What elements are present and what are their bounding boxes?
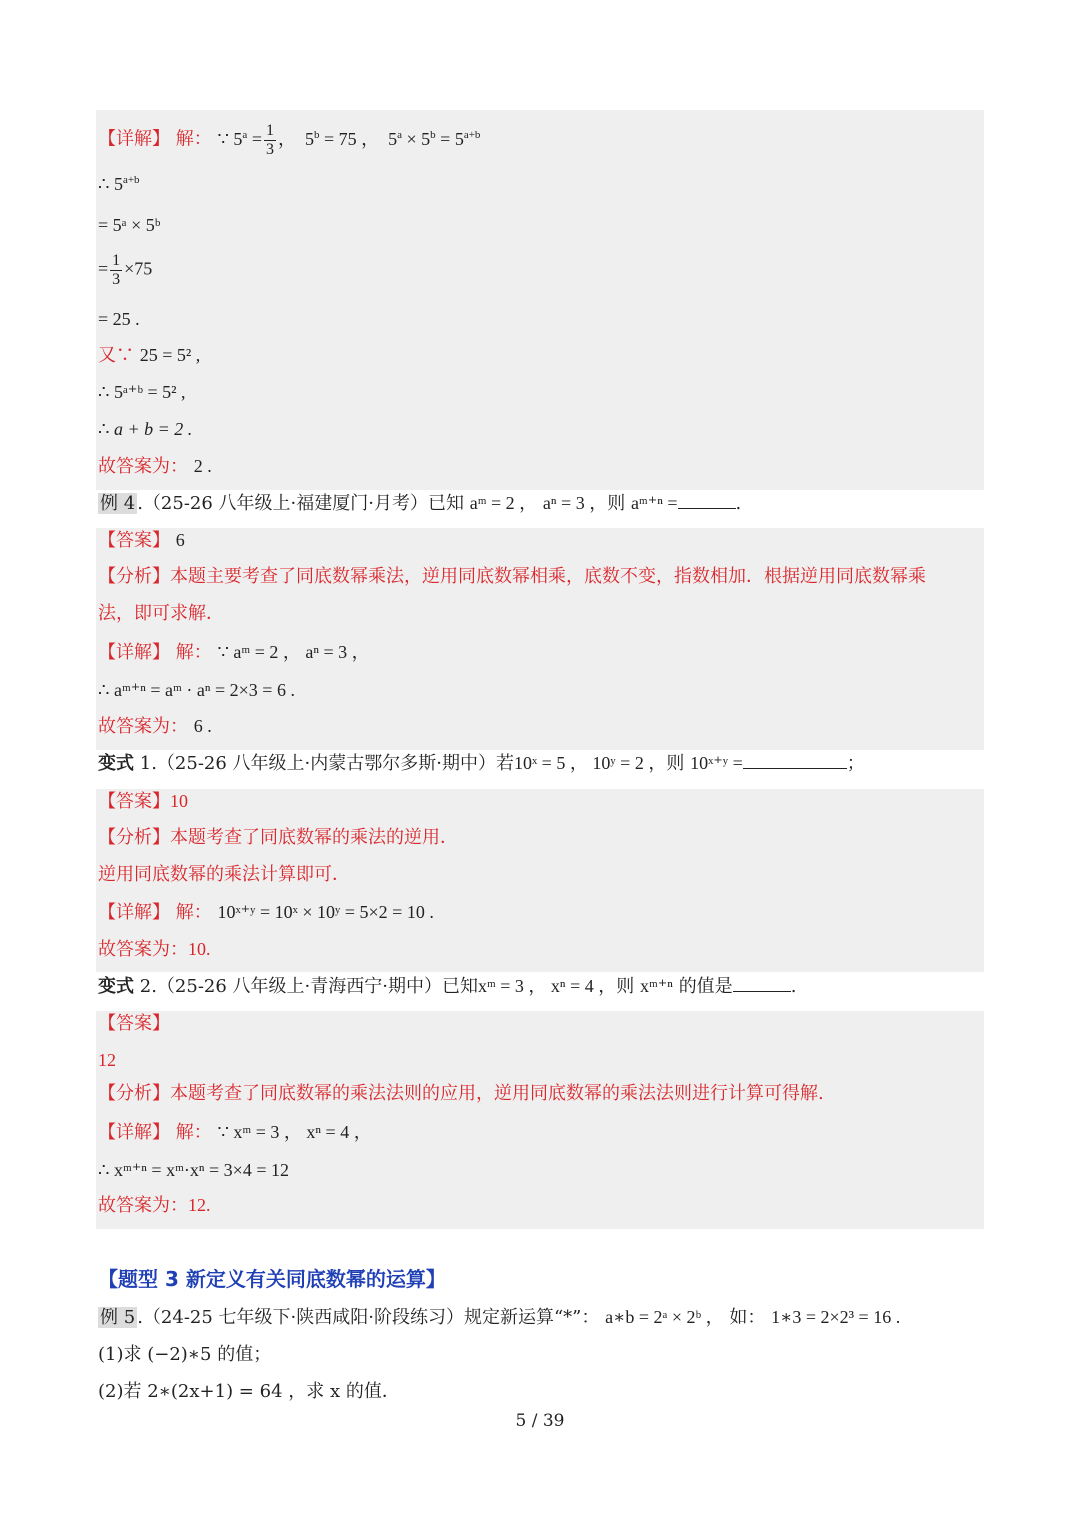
final-answer-2 (98, 714, 212, 739)
final-prefix: 故答案为： (98, 1195, 188, 1216)
variant2-ask: xᵐ⁺ⁿ (639, 976, 673, 996)
result: a + b = 2 . (113, 419, 193, 439)
variant1-detail (98, 900, 434, 925)
variant2-tail: . (790, 976, 797, 997)
step-fraction-times: = $\frac{1}{3}$ ×75 (98, 252, 153, 288)
variant1-tail: ； (846, 753, 865, 774)
heading-open: 【题型 (98, 1267, 158, 1291)
example5-q2: (2)若 2∗(2x+1) = 64 ，求 x 的值． (98, 1381, 400, 1402)
variant1-analysis (98, 826, 458, 850)
variant1-analysis-cont: 逆用同底数幂的乘法计算即可． (98, 864, 350, 885)
example4-cond1: aᵐ = 2 ， (469, 493, 538, 513)
example5-label: 例 5 (100, 1307, 136, 1328)
variant1-cond: 10ˣ = 5 ， 10ʸ = 2 ，则 (513, 753, 685, 773)
example4-label: 例 4 (100, 493, 136, 514)
pow-equal: 5ᵃ⁺ᵇ = 5² , (113, 382, 186, 402)
variant2-ask2: 的值是 (678, 976, 733, 997)
answer-tag: 【答案】 (98, 791, 170, 812)
variant2-analysis (98, 1082, 824, 1106)
variant2-detail (98, 1120, 372, 1145)
detail-cond: ∵ xᵐ = 3 ， xⁿ = 4 ， (217, 1122, 372, 1142)
example4-detail (98, 640, 370, 665)
answer-value: 10 (170, 791, 188, 811)
example5-rule: a∗b = 2ᵃ × 2ᵇ ， (605, 1307, 724, 1327)
example4-ask: aᵐ⁺ⁿ = (630, 493, 678, 513)
example4-analysis (98, 565, 926, 589)
solution-shade-2 (96, 528, 984, 750)
variant2-question (98, 974, 796, 999)
step-pow-equal: ∴ 5ᵃ⁺ᵇ = 5² , (98, 382, 186, 402)
example5-eg-calc: 1∗3 = 2×2³ = 16 . (771, 1307, 901, 1327)
analysis-tag: 【分析】 (98, 1083, 170, 1104)
variant2-answer-tag: 【答案】 (98, 1013, 170, 1034)
you-label: 又∵ (98, 345, 134, 366)
section-heading (98, 1263, 446, 1292)
example4-cond2: aⁿ = 3 ，则 (542, 493, 626, 513)
analysis-text: 本题考查了同底数幂的乘法的逆用． (170, 827, 458, 848)
given-expression: ∵ $5^a$ = $\frac{1}{3}$ ， $5^b = 75$ ， $5^a \times 5^b = 5^{a+b}$ (217, 122, 481, 158)
step-therefore-pow: ∴ $5^{a+b}$ (98, 174, 140, 194)
detail-line-1 (98, 122, 480, 159)
example5-question (98, 1305, 900, 1330)
detail-tag: 【详解】 (98, 902, 170, 923)
page-number: 5 / 39 (515, 1411, 565, 1431)
answer-value: 6 (175, 530, 185, 550)
example4-answer (98, 528, 185, 553)
solution-shade-1 (96, 110, 984, 490)
detail-tag: 【详解】 (98, 128, 170, 150)
analysis-text: 本题考查了同底数幂的乘法法则的应用，逆用同底数幂的乘法法则进行计算可得解. (170, 1083, 824, 1104)
variant1-answer (98, 789, 188, 814)
example4-source: .（25-26 八年级上·福建厦门·月考）已知 (137, 493, 464, 514)
step-result: ∴ a + b = 2 . (98, 419, 193, 439)
example4-analysis-cont: 法，即可求解． (98, 603, 224, 624)
jie-label: 解： (175, 128, 212, 150)
heading-num: 3 (164, 1267, 179, 1291)
jie-label: 解： (175, 902, 212, 923)
variant1-num: 1 (139, 753, 152, 774)
step-product: = 5ᵃ × 5ᵇ (98, 215, 161, 235)
answer-blank (733, 975, 791, 992)
variant1-source: .（25-26 八年级上·内蒙古鄂尔多斯·期中）若 (151, 753, 514, 774)
analysis-tag: 【分析】 (98, 566, 170, 587)
final-value: 12. (188, 1195, 211, 1215)
final-prefix: 故答案为： (98, 456, 188, 477)
variant1-label: 变式 (98, 753, 134, 774)
final-answer-1 (98, 454, 212, 479)
variant2-calc: ∴ xᵐ⁺ⁿ = xᵐ·xⁿ = 3×4 = 12 (98, 1160, 289, 1180)
final-value: 10. (188, 939, 211, 959)
detail-tag: 【详解】 (98, 1122, 170, 1143)
step-you (98, 343, 200, 368)
example5-q1: (1)求 (−2)∗5 的值； (98, 1344, 272, 1365)
variant2-answer-value: 12 (98, 1050, 116, 1070)
final-value: 6 . (193, 716, 212, 736)
heading-text: 新定义有关同底数幂的运算】 (185, 1267, 446, 1291)
example5-eg: 如： (729, 1307, 766, 1328)
analysis-tag: 【分析】 (98, 827, 170, 848)
times-75: ×75 (124, 258, 153, 279)
answer-blank (743, 752, 847, 769)
eq25-52: 25 = 5² , (139, 345, 201, 365)
variant1-ask: 10ˣ⁺ʸ = (690, 753, 743, 773)
detail-calc: 10ˣ⁺ʸ = 10ˣ × 10ʸ = 5×2 = 10 . (217, 902, 434, 922)
step-eq25: = 25 . (98, 309, 140, 329)
example4-question: 例 4 .（25-26 八年级上·福建厦门·月考）已知 aᵐ = 2 ， aⁿ = 3 ，则 aᵐ⁺ⁿ = . (100, 493, 742, 514)
final-prefix: 故答案为： (98, 939, 188, 960)
analysis-text: 本题主要考查了同底数幂乘法，逆用同底数幂相乘，底数不变，指数相加．根据逆用同底数幂乘 (170, 566, 926, 587)
variant2-label: 变式 (98, 976, 134, 997)
detail-cond: ∵ aᵐ = 2 ， aⁿ = 3 ， (217, 642, 370, 662)
jie-label: 解： (175, 1122, 212, 1143)
final-answer-4 (98, 1193, 211, 1218)
final-answer-3 (98, 937, 211, 962)
final-value: 2 . (193, 456, 212, 476)
example5-source: .（24-25 七年级下·陕西咸阳·阶段练习）规定新运算“*”： (137, 1307, 600, 1328)
variant2-cond: xᵐ = 3 ， xⁿ = 4 ，则 (477, 976, 635, 996)
detail-tag: 【详解】 (98, 642, 170, 663)
jie-label: 解： (175, 642, 212, 663)
variant2-source: .（25-26 八年级上·青海西宁·期中）已知 (151, 976, 478, 997)
variant2-num: 2 (139, 976, 152, 997)
variant1-question (98, 751, 865, 776)
final-prefix: 故答案为： (98, 716, 188, 737)
answer-blank (678, 492, 736, 509)
answer-tag: 【答案】 (98, 530, 170, 551)
example4-calc: ∴ aᵐ⁺ⁿ = aᵐ · aⁿ = 2×3 = 6 . (98, 680, 295, 700)
